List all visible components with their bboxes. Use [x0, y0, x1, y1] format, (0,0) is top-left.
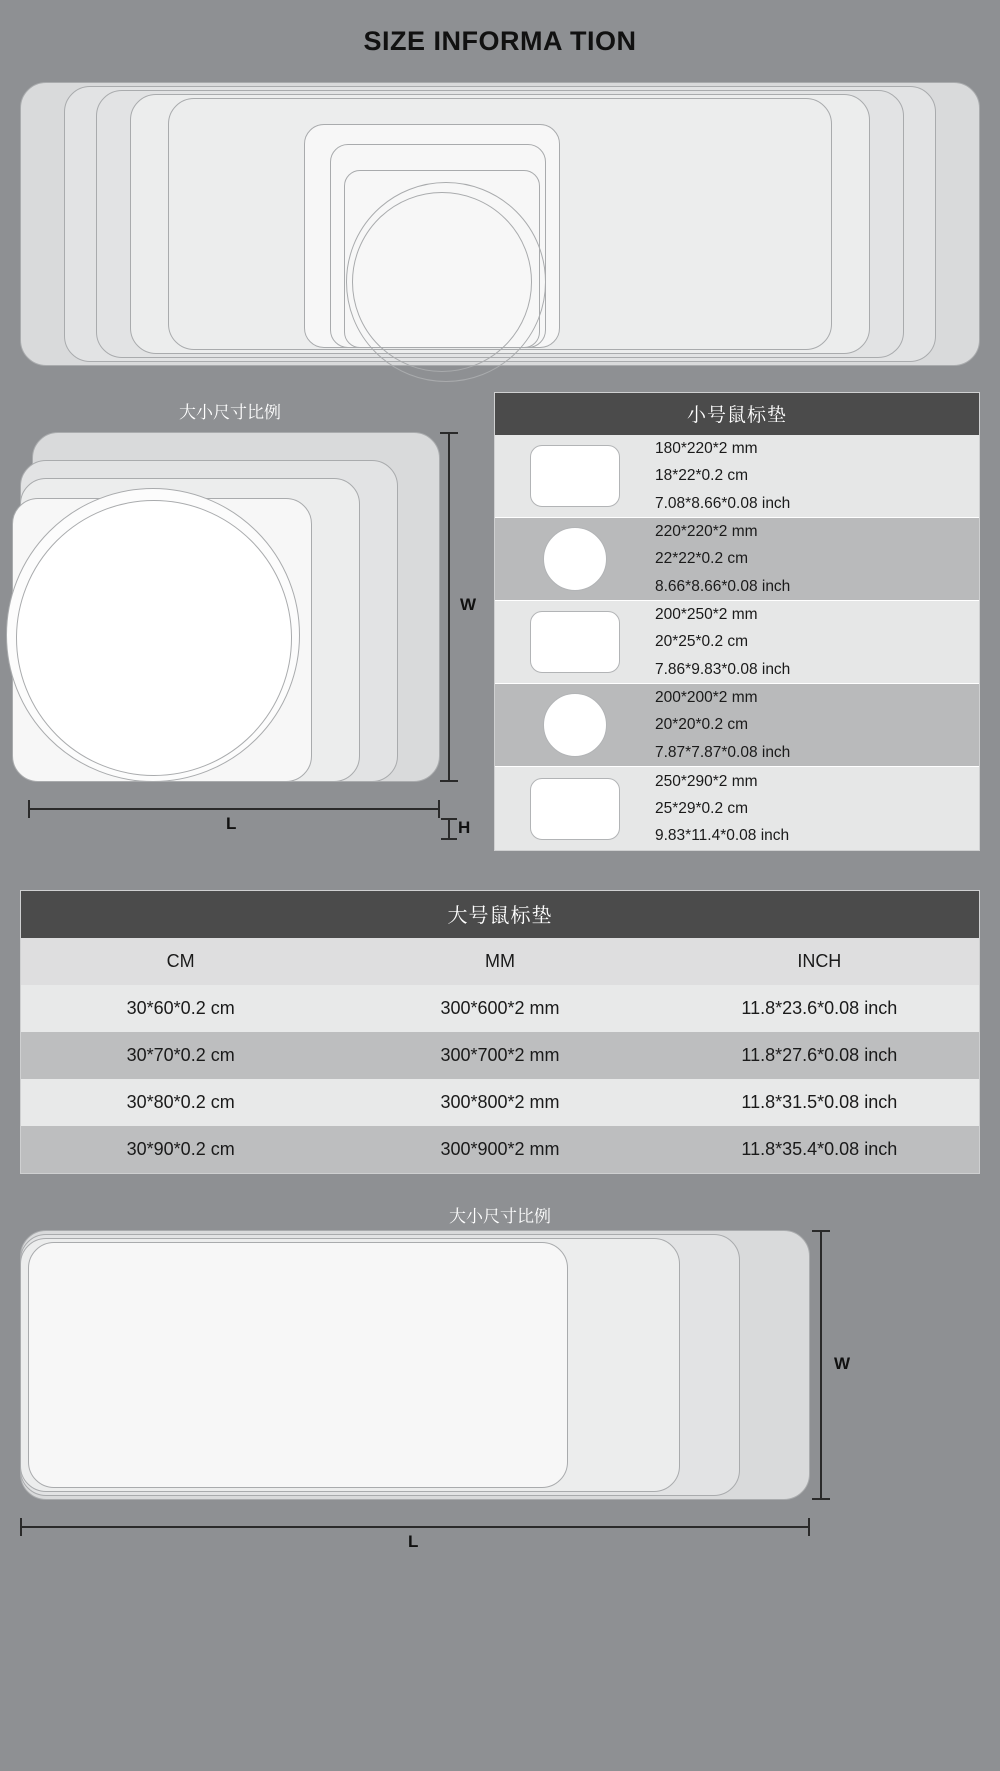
thumb-cell — [495, 778, 655, 840]
dim-l-tick-left — [28, 800, 30, 818]
table-row — [495, 435, 979, 518]
dim-h-vertical — [448, 818, 450, 840]
dim-label-h: H — [458, 818, 471, 837]
size-mm: 180*220*2 mm — [655, 440, 758, 458]
table-header-row — [21, 938, 979, 985]
bottom-dim-label-w: W — [834, 1354, 851, 1373]
cell-cm: 30*80*0.2 cm — [126, 1092, 235, 1112]
table-row — [21, 1126, 979, 1173]
large-table-title: 大号鼠标垫 — [21, 891, 979, 938]
rect-pad-icon — [530, 445, 620, 507]
size-inch: 7.08*8.66*0.08 inch — [655, 494, 791, 512]
pad-circle-outline-top-2 — [352, 192, 532, 372]
size-inch: 9.83*11.4*0.08 inch — [655, 827, 790, 845]
dim-label-w: W — [460, 595, 477, 614]
large-mousepad-table — [20, 890, 980, 1174]
bottom-ratio-caption: 大小尺寸比例 — [449, 1207, 551, 1226]
size-inch: 8.66*8.66*0.08 inch — [655, 577, 791, 595]
size-cell — [655, 601, 790, 682]
bottom-dim-l-horizontal — [20, 1526, 810, 1528]
dim-h-tick-top — [441, 818, 457, 820]
size-cell — [655, 518, 790, 599]
rect-pad-icon — [530, 778, 620, 840]
dim-w-vertical — [448, 432, 450, 782]
thumb-cell — [495, 693, 655, 757]
size-cm: 20*25*0.2 cm — [655, 633, 749, 651]
cell-mm: 300*600*2 mm — [440, 998, 560, 1018]
cell-cm: 30*70*0.2 cm — [126, 1045, 235, 1065]
bottom-dim-w-vertical — [820, 1230, 822, 1500]
size-cm: 18*22*0.2 cm — [655, 467, 749, 485]
table-row — [21, 1032, 979, 1079]
dim-label-l: L — [226, 814, 237, 833]
table-row — [21, 985, 979, 1032]
mid-size-comparison-illustration — [20, 390, 480, 850]
cell-mm: 300*800*2 mm — [440, 1092, 560, 1112]
cell-inch: 11.8*31.5*0.08 inch — [741, 1092, 898, 1112]
size-cm: 22*22*0.2 cm — [655, 550, 749, 568]
column-header-mm: MM — [484, 951, 515, 971]
top-size-comparison-illustration — [20, 82, 980, 366]
table-row — [495, 684, 979, 767]
size-cm: 20*20*0.2 cm — [655, 716, 749, 734]
mid-ratio-caption: 大小尺寸比例 — [179, 403, 281, 422]
size-cell — [655, 435, 790, 516]
cell-cm: 30*90*0.2 cm — [126, 1139, 235, 1159]
circle-pad-icon — [543, 693, 607, 757]
dim-l-horizontal — [28, 808, 440, 810]
table-row — [495, 767, 979, 850]
size-cell — [655, 768, 789, 849]
bottom-pad-m — [28, 1242, 568, 1488]
size-cm: 25*29*0.2 cm — [655, 799, 749, 817]
circle-pad-icon — [543, 527, 607, 591]
bottom-dim-label-l: L — [408, 1532, 419, 1551]
bottom-size-comparison-illustration — [20, 1230, 980, 1750]
thumb-cell — [495, 611, 655, 673]
cell-mm: 300*700*2 mm — [440, 1045, 560, 1065]
bottom-dim-l-tick-left — [20, 1518, 22, 1536]
cell-cm: 30*60*0.2 cm — [126, 998, 235, 1018]
thumb-cell — [495, 527, 655, 591]
bottom-dim-l-tick-right — [808, 1518, 810, 1536]
dim-l-tick-right — [438, 800, 440, 818]
small-table-title: 小号鼠标垫 — [495, 393, 979, 435]
column-header-cm: CM — [166, 951, 195, 971]
size-inch: 7.86*9.83*0.08 inch — [655, 660, 791, 678]
cell-inch: 11.8*35.4*0.08 inch — [741, 1139, 898, 1159]
bottom-dim-w-tick-top — [812, 1230, 830, 1232]
size-inch: 7.87*7.87*0.08 inch — [655, 743, 791, 761]
size-mm: 250*290*2 mm — [655, 772, 758, 790]
table-row — [495, 601, 979, 684]
bottom-dim-w-tick-bottom — [812, 1498, 830, 1500]
rect-pad-icon — [530, 611, 620, 673]
page-title: SIZE INFORMA TION — [363, 26, 637, 56]
small-mousepad-table — [494, 392, 980, 851]
table-row — [21, 1079, 979, 1126]
dim-w-tick-bottom — [440, 780, 458, 782]
size-mm: 200*250*2 mm — [655, 606, 758, 624]
cell-mm: 300*900*2 mm — [440, 1139, 560, 1159]
dim-h-tick-bottom — [441, 838, 457, 840]
size-mm: 220*220*2 mm — [655, 523, 758, 541]
cell-inch: 11.8*23.6*0.08 inch — [741, 998, 898, 1018]
cell-inch: 11.8*27.6*0.08 inch — [741, 1045, 898, 1065]
dim-w-tick-top — [440, 432, 458, 434]
size-cell — [655, 684, 790, 765]
table-row — [495, 518, 979, 601]
mid-pad-circle-2 — [16, 500, 292, 776]
column-header-inch: INCH — [797, 951, 842, 971]
size-mm: 200*200*2 mm — [655, 689, 758, 707]
thumb-cell — [495, 445, 655, 507]
